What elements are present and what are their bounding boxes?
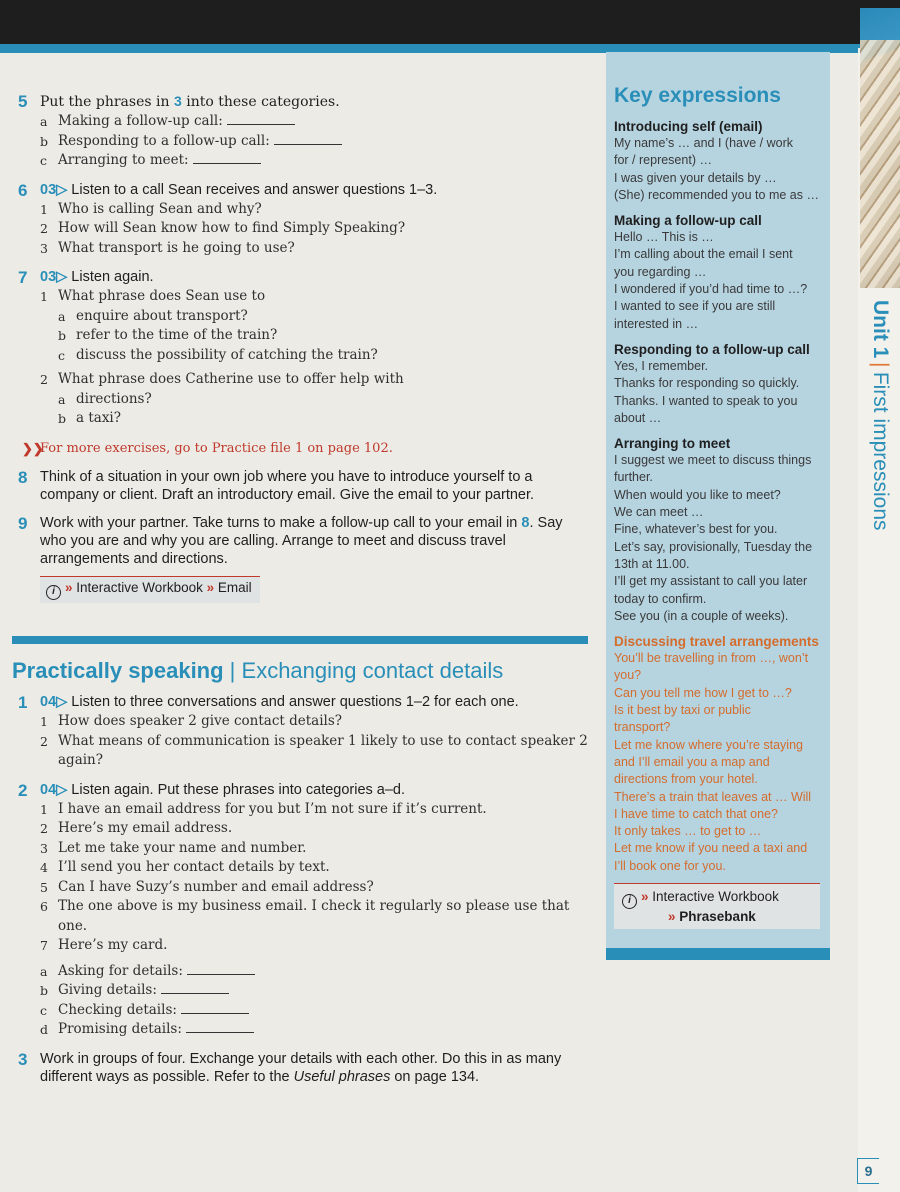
item-key: c [40,1002,48,1018]
double-chevron-icon: » [668,908,676,924]
key-expression-line: I wanted to see if you are still [614,299,776,314]
workbook-label: Interactive Workbook [76,579,203,595]
key-expression-line: (She) recommended you to me as … [614,187,819,202]
exercise-8 [18,468,593,504]
item-text: Responding to a follow-up call: [58,132,275,149]
interactive-workbook-phrasebank-link[interactable] [614,883,820,929]
list-item [40,839,593,859]
exercise-number: 6 [18,180,28,200]
key-expression-line: Let me know where you’re staying [614,737,803,752]
key-group-heading: Discussing travel arrangements [614,634,819,650]
item-key: d [40,1022,49,1037]
key-expression-line: I’m calling about the email I sent [614,247,793,262]
exercise-number: 8 [18,467,28,487]
key-expression-line: See you (in a couple of weeks). [614,608,789,623]
item-key: 7 [40,938,48,953]
unit-label: Unit 1 [869,300,892,359]
exercise-9 [18,514,593,568]
exercise-number: 7 [18,268,28,287]
item-key: 1 [40,801,48,817]
item-text: Here’s my card. [58,937,168,953]
key-expression-line: 13th at 11.00. [614,556,690,571]
audio-track-icon[interactable]: 04▷ [40,694,68,710]
key-expression-line: directions from your hotel. [614,772,758,787]
item-text: What means of communication is speaker 1 likely to use to contact speaker 2 again? [58,732,588,768]
key-expression-line: I have time to catch that one? [614,806,778,821]
item-text: directions? [76,390,152,407]
sub-item [58,409,593,429]
list-item [40,219,593,239]
item-text: How will Sean know how to find Simply Speaking? [58,220,406,236]
double-chevron-icon: » [641,888,649,904]
item-key: c [58,347,66,363]
list-item [40,800,593,820]
item-key: 1 [40,289,48,304]
unit-tab [868,300,892,531]
exercise-number: 1 [18,693,28,712]
sub-item [58,346,593,366]
page-number: 9 [857,1158,879,1184]
list-item [40,732,593,771]
ps-exercise-3 [18,1050,593,1086]
item-text: Arranging to meet: [58,152,193,168]
item-key: b [40,133,49,149]
item-key: 3 [40,840,48,856]
section-divider [12,636,588,644]
item-key: b [58,328,67,343]
key-expression-line: Let me know if you need a taxi and [614,841,808,856]
exercise-question [40,181,593,200]
audio-track-icon[interactable]: 03▷ [40,269,68,285]
answer-blank[interactable] [186,1021,254,1033]
answer-blank[interactable] [181,1002,249,1014]
more-text: on page 102. [303,440,393,456]
list-item [40,151,593,171]
category-item [40,962,593,982]
section-heading-sep: | [223,658,242,683]
key-expression-line: Can you tell me how I get to …? [614,685,792,700]
ps-exercise-1 [18,693,593,771]
list-item [40,370,593,390]
double-chevron-icon: » [65,579,73,595]
info-icon: i [46,585,61,600]
q-text: Put the phrases in [40,94,174,110]
item-text: refer to the time of the train? [76,327,278,343]
exercise-5 [18,92,593,171]
item-key: a [58,308,66,324]
item-text: enquire about transport? [76,307,248,324]
key-expression-line: I wondered if you’d had time to …? [614,282,808,297]
q-emphasis: Useful phrases [293,1068,391,1085]
category-item [40,1001,593,1021]
exercise-question [40,781,593,800]
more-text: For more exercises, go to [40,440,212,456]
audio-track-icon[interactable]: 04▷ [40,781,68,798]
list-item [40,132,593,152]
key-expression-line: transport? [614,720,671,735]
q-text: Listen again. Put these phrases into categories a–d. [67,781,406,798]
key-expression-line: about … [614,410,662,425]
key-group-heading: Making a follow-up call [614,213,762,229]
key-expression-line: you regarding … [614,264,707,279]
corner-photo-texture [860,40,900,288]
item-text: discuss the possibility of catching the train? [76,346,378,363]
key-expression-line: and I’ll email you a map and [614,754,770,769]
item-key: c [40,153,48,168]
list-item [40,878,593,898]
q-ref: 3 [173,93,182,109]
section-heading-bold: Practically speaking [12,658,224,683]
q-text: Work in groups of four. Exchange your details with each other. Do this in as many different ways as possible. Refer to the [40,1050,562,1085]
q-ref: 8 [521,514,530,531]
sub-item [58,326,593,346]
section-heading-title: Exchanging contact details [241,658,504,683]
key-group-heading: Introducing self (email) [614,119,763,134]
q-text: Listen to three conversations and answer questions 1–2 for each one. [67,694,519,710]
key-expression-line: I’ll book one for you. [614,858,726,873]
q-text: . Say who you are and why you are calling. Arrange to meet and discuss travel arrangements and directions. [40,514,563,567]
item-key: a [40,963,48,979]
practically-speaking-column [18,693,593,1096]
key-expression-groups [614,118,826,875]
key-expression-line: You’ll be travelling in from …, won’t [614,651,809,666]
exercise-question [40,1050,593,1086]
key-expression-line: I was given your details by … [614,170,777,185]
item-text: What transport is he going to use? [58,239,295,256]
key-expression-line: I’ll get my assistant to call you later [614,574,808,589]
key-expressions-title: Key expressions [614,84,781,107]
list-item [40,936,593,956]
key-group-heading: Arranging to meet [614,436,731,452]
item-text: Here’s my email address. [58,820,233,836]
practice-file-link[interactable]: Practice file 1 [211,440,304,456]
item-key: 2 [40,372,48,387]
item-key: 1 [40,714,48,729]
exercise-question: Think of a situation in your own job where you have to introduce yourself to a company or client. Draft an introductory email. Give the email to your partner. [40,468,535,503]
item-text: I have an email address for you but I’m not sure if it’s current. [58,800,487,817]
item-text: What phrase does Sean use to [58,288,266,304]
answer-blank[interactable] [274,133,342,145]
key-expression-line: My name’s … and I (have / work [614,136,794,150]
item-key: 2 [40,821,48,836]
item-key: a [40,114,48,129]
exercise-question [40,693,593,712]
item-text: Making a follow-up call: [58,113,228,129]
item-key: a [58,391,66,407]
list-item [40,239,593,259]
interactive-workbook-email-link[interactable] [40,576,260,603]
exercise-number: 2 [18,780,28,800]
key-expressions-content [614,84,826,929]
exercise-question [40,92,593,112]
key-expressions-bottom-bar [606,948,830,960]
exercise-6 [18,181,593,259]
exercise-question [40,268,593,287]
exercise-question [40,514,593,568]
q-text: Listen to a call Sean receives and answer questions 1–3. [67,181,438,198]
sub-item [58,390,593,410]
category-item [40,1020,593,1040]
key-expression-line: further. [614,470,653,485]
sub-list [40,390,593,429]
exercise-number: 3 [18,1049,28,1069]
list-item [40,819,593,839]
q-text: into these categories. [181,94,340,110]
main-column [18,92,593,603]
item-text: Can I have Suzy’s number and email address? [58,878,374,895]
workbook-target: Phrasebank [679,908,756,924]
exercise-number: 9 [18,513,28,533]
item-text: Giving details: [58,982,162,998]
double-chevron-icon: ❯❯ [22,440,44,456]
item-text: The one above is my business email. I check it regularly so please use that one. [58,898,570,934]
list-item [40,200,593,220]
item-key: 6 [40,899,48,914]
key-expression-line: for / represent) … [614,153,712,168]
list-item [40,897,593,936]
key-expression-line: We can meet … [614,505,704,520]
item-key: b [58,411,67,426]
item-text: I’ll send you her contact details by text. [58,859,330,875]
key-expression-line: Hello … This is … [614,230,714,245]
key-expression-line: Is it best by taxi or public [614,703,751,718]
item-key: 2 [40,733,48,749]
key-expression-line: Let’s say, provisionally, Tuesday the [614,539,813,554]
item-key: 4 [40,860,48,875]
item-key: 2 [40,221,48,236]
list-item [40,287,593,307]
item-text: Asking for details: [58,962,188,979]
info-icon: i [622,894,637,909]
key-expression-line: Yes, I remember. [614,358,709,373]
answer-blank[interactable] [187,963,255,975]
key-expression-line: you? [614,668,642,683]
exercise-number: 5 [18,92,28,111]
answer-blank[interactable] [193,152,261,164]
item-text: Promising details: [58,1021,187,1037]
key-expression-line: interested in … [614,316,699,331]
more-exercises-link[interactable] [18,441,593,456]
q-text: Listen again. [67,269,154,285]
double-chevron-icon: » [206,579,215,595]
item-key: b [40,983,49,998]
answer-blank[interactable] [227,113,295,125]
key-expression-line: Thanks for responding so quickly. [614,376,800,391]
key-expression-line: Thanks. I wanted to speak to you [614,393,798,408]
workbook-target: Email [217,579,252,595]
q-text: Work with your partner. Take turns to make a follow-up call to your email in [40,514,522,531]
key-expression-line: When would you like to meet? [614,487,781,502]
item-key: 3 [40,240,48,256]
list-item [40,858,593,878]
category-item [40,981,593,1001]
workbook-label: Interactive Workbook [652,888,779,904]
item-key: 1 [40,201,48,217]
key-expression-line: Fine, whatever’s best for you. [614,522,778,537]
q-text: on page 134. [390,1068,480,1085]
item-text: How does speaker 2 give contact details? [58,713,343,729]
sub-item [58,307,593,327]
answer-blank[interactable] [161,982,229,994]
sub-list [40,307,593,366]
item-text: Checking details: [58,1001,182,1018]
exercise-7 [18,268,593,429]
key-expression-line: I suggest we meet to discuss things [614,453,812,468]
key-group-heading: Responding to a follow-up call [614,341,810,357]
key-expression-line: It only takes … to get to … [614,824,762,839]
ps-exercise-2 [18,781,593,1040]
list-item [40,712,593,732]
top-dark-band [0,0,900,48]
key-expression-line: There’s a train that leaves at … Will [614,789,812,804]
audio-track-icon[interactable]: 03▷ [40,181,68,198]
item-text: What phrase does Catherine use to offer help with [58,371,404,387]
key-expression-line: today to confirm. [614,591,707,606]
item-key: 5 [40,879,48,895]
item-text: a taxi? [76,410,121,426]
section-heading [12,658,503,684]
unit-separator: | [869,362,892,368]
item-text: Who is calling Sean and why? [58,200,262,217]
list-item [40,112,593,132]
unit-title: First impressions [869,371,892,531]
item-text: Let me take your name and number. [58,839,307,856]
